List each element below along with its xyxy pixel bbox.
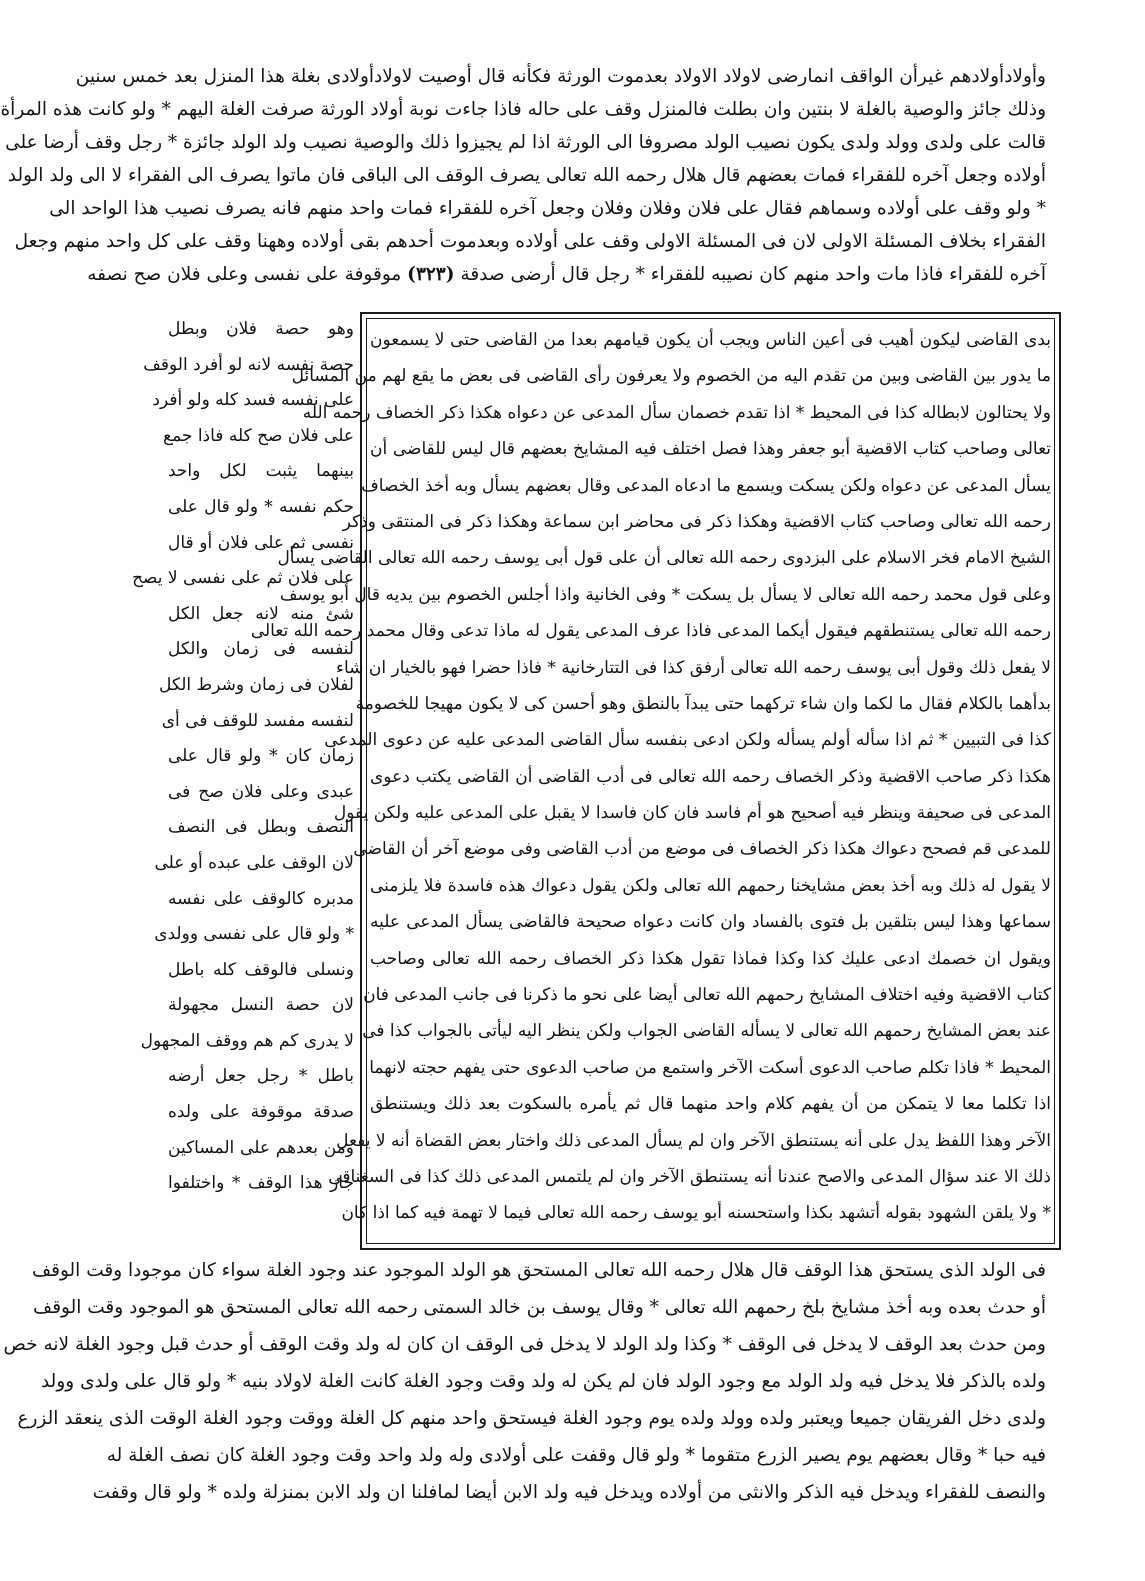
text-line: يسأل المدعى عن دعواه ولكن يسكت ويسمع ما ادعاه المدعى وقال بعضهم يسأل وبه أخذ الخصاف <box>361 475 1051 496</box>
text-line: عند بعض المشايخ رحمهم الله تعالى لا يسأله القاضى الجواب ولكن ينظر اليه ليأتى بالجواب كذا فى <box>362 1021 1051 1042</box>
text-line: بدى القاضى ليكون أهيب فى أعين الناس ويجب أن يكون قيامهم بعدا من القاضى حتى لا يسمعون <box>370 330 1051 350</box>
page-number: (٣٢٣) <box>407 264 455 285</box>
text-line: ولده بالذكر فلا يدخل فيه ولد الولد مع وجود الولد فان لم يكن له ولد وقت وجود الغلة كانت الغلة لاولاد بنيه * ولو قال على ولدى وولد <box>40 1371 1046 1392</box>
text-line: بدأهما بالكلام فقال ما لكما وان شاء تركهما حتى يبدآ بالنطق وهو أحسن كى لا يكون مهيجا للخصومة <box>355 693 1051 714</box>
text-line: اذا تكلما معا لا يتمكن من أن يفهم كلام واحد منهما قال ثم يأمره بالسكوت بعد ذلك ويستنطق <box>370 1094 1051 1115</box>
margin-line: لان الوقف على عبده أو على <box>154 852 354 873</box>
margin-line: شئ منه لانه جعل الكل <box>168 603 354 624</box>
text-line: ولدى دخل الفريقان جميعا ويعتبر ولده وولد ولده يوم وجود الغلة فيستحق واحد منهم كل الغلة ووقت وجود الغلة الوقت الذى ينعقد الزرع <box>17 1408 1046 1429</box>
text-line: الفقراء بخلاف المسئلة الاولى لان فى المسئلة الاولى وقف على أولاده وبعدموت أحدهم بقى أولاده وههنا وقف على كل واحد منهم وجعل <box>14 231 1046 252</box>
text-line: كذا فى التبيين * ثم اذا سأله أولم يسأله ولكن ادعى بنفسه سأل القاضى المدعى عليه عن دعوى المدعى <box>324 730 1051 751</box>
margin-line: * ولو قال على نفسى وولدى <box>154 924 354 945</box>
margin-line: صدقة موقوفة على ولده <box>168 1102 354 1123</box>
text-line: هكذا ذكر صاحب الاقضية وذكر الخصاف رحمه الله تعالى فى أدب القاضى أن القاضى يكتب دعوى <box>370 766 1051 787</box>
text-line: * ولا يلقن الشهود بقوله أتشهد بكذا واستحسنه أبو يوسف رحمه الله تعالى فيما لا تهمة فيه كما اذا كان <box>341 1203 1051 1224</box>
margin-line: حكم نفسه * ولو قال على <box>168 496 354 517</box>
margin-line: بينهما يثبت لكل واحد <box>168 461 354 482</box>
top-text-block <box>0 60 1046 291</box>
text-line: للمدعى قم فصحح دعواك هكذا ذكر الخصاف فى موضع من أدب القاضى وفى موضع آخر أن القاضى <box>353 839 1051 860</box>
text-line: الآخر وهذا اللفظ يدل على أنه يستنطق الآخر وان لم يسأل المدعى ذلك واختار بعض القضاة أنه لا يفعل <box>336 1130 1051 1151</box>
margin-line: ونسلى فالوقف كله باطل <box>168 959 354 980</box>
margin-line: على فلان صح كله فاذا جمع <box>163 425 354 446</box>
text-line: لا يقول له ذلك وبه أخذ بعض مشايخنا رحمهم الله تعالى ولكن يقول دعواك هذه فاسدة فلا يلزمنى <box>370 875 1051 896</box>
margin-line: مدبره كالوقف على نفسه <box>168 888 354 909</box>
text-line: رحمه الله تعالى يستنطقهم فيقول أيكما المدعى فاذا عرف المدعى يقول له ماذا تدعى وقال محمد رحمه الله تعالى <box>250 621 1051 642</box>
text-line: ومن حدث بعد الوقف لا يدخل فى الوقف * وكذا ولد الولد لا يدخل فى الوقف ان كان له ولد وقت الوقف أو حدث قبل وجود الغلة لانه خص <box>3 1334 1046 1355</box>
margin-line: وهو حصة فلان وبطل <box>168 319 354 339</box>
text-line: المدعى فى صحيفة وينظر فيه أصحيح هو أم فاسد فان كان فاسدا لا يقبل على المدعى عليه ولكن يقول <box>333 803 1051 824</box>
margin-line: لان حصة النسل مجهولة <box>168 995 354 1016</box>
margin-line: لا يدرى كم هم ووقف المجهول <box>140 1030 354 1051</box>
text-line: ويقول ان خصمك ادعى عليك كذا وكذا فماذا تقول هكذا ذكر الخصاف رحمه الله تعالى وصاحب <box>370 948 1051 969</box>
text-line: المحيط * فاذا تكلم صاحب الدعوى أسكت الآخر واستمع من صاحب الدعوى حتى يفهم حجته لانهما <box>369 1057 1051 1078</box>
margin-line: لنفسه مفسد للوقف فى أى <box>161 710 354 731</box>
text-line: والنصف للفقراء ويدخل فيه الذكر والانثى من أولاده ويدخل فيه ولد الابن أيضا لمافلنا ان ولد الابن بمنزلة ولده * ولو قال وقفت <box>92 1482 1046 1503</box>
text-line: أو حدث بعده وبه أخذ مشايخ بلخ رحمهم الله تعالى * وقال يوسف بن خالد السمتى رحمه الله تعالى المستحق هو الموجود وقت الوقف <box>33 1297 1046 1318</box>
margin-line: لفلان فى زمان وشرط الكل <box>158 674 354 695</box>
text-line: تعالى وصاحب كتاب الاقضية أبو جعفر وهذا فصل اختلف فيه المشايخ بعضهم قال ليس للقاضى أن <box>370 439 1051 460</box>
text-line: رحمه الله تعالى وصاحب كتاب الاقضية وهكذا ذكر فى محاضر ابن سماعة وهكذا ذكر فى المنتقى وذكر <box>342 511 1051 532</box>
margin-line: زمان كان * ولو قال على <box>168 746 354 767</box>
text-line: فى الولد الذى يستحق هذا الوقف قال هلال رحمه الله تعالى المستحق هو الولد الموجود عند وجود الغلة سواء كان موجودا وقت الوقف <box>31 1260 1046 1281</box>
margin-line: النصف وبطل فى النصف <box>168 817 354 838</box>
text-line: كتاب الاقضية وفيه اختلاف المشايخ رحمهم الله تعالى أيضا على نحو ما ذكرنا فى جانب المدعى فان <box>363 985 1051 1006</box>
margin-line: ومن بعدهم على المساكين <box>168 1137 354 1158</box>
text-line: ولا يحتالون لابطاله كذا فى المحيط * اذا تقدم خصمان سأل المدعى عن دعواه هكذا ذكر الخصاف رحمه الله <box>302 402 1051 423</box>
text-line: ما يدور بين القاضى وبين من تقدم اليه من الخصوم ولا يعرفون رأى القاضى فى بعض ما يقع لهم من المسائل <box>291 366 1051 387</box>
text-line: * ولو وقف على أولاده وسماهم فقال على فلان وفلان وفلان وجعل آخره للفقراء فمات واحد منهم فانه يصرف نصيب هذا الواحد الى <box>49 198 1046 219</box>
text-line: وأولادأولادهم غيرأن الواقف انمارضى لاولاد الاولاد بعدموت الورثة فكأنه قال أوصيت لاولادأولادى بغلة هذا المنزل بعد خمس سنين <box>75 66 1046 87</box>
text-line: الشيخ الامام فخر الاسلام على البزدوى رحمه الله تعالى أن على قول أبى يوسف رحمه الله تعالى القاضى يسأل <box>277 548 1051 569</box>
text-line: فيه حبا * وقال بعضهم يوم يصير الزرع متقوما * ولو قال وقفت على أولادى وله ولد واحد وقت وجود الغلة كان نصف الغلة له <box>106 1445 1046 1466</box>
header-line <box>87 258 1046 291</box>
margin-line: عبدى وعلى فلان صح فى <box>168 781 354 802</box>
text-line: لا يفعل ذلك وقول أبى يوسف رحمه الله تعالى أرفق كذا فى التتارخانية * فاذا حضرا فهو بالخيار ان شاء <box>336 657 1051 678</box>
text-line: وذلك جائز والوصية بالغلة لا بنتين وان بطلت فالمنزل وقف على حاله فاذا جاءت نوبة أولاد الورثة صرفت الغلة اليهم * ولو كانت هذه المرأة <box>0 99 1046 120</box>
margin-line: جاز هذا الوقف * واختلفوا <box>168 1173 354 1194</box>
text-line: سماعها وهذا ليس بتلقين بل فتوى بالفساد وان كانت دعواه صحيحة فالقاضى يسأل المدعى عليه <box>370 912 1051 933</box>
margin-line: على فلان ثم على نفسى لا يصح <box>132 568 354 589</box>
margin-line: باطل * رجل جعل أرضه <box>168 1066 354 1087</box>
text-line: أولاده وجعل آخره للفقراء فمات بعضهم قال هلال رحمه الله تعالى يصرف الوقف الى الباقى فان ماتوا يصرف الى الفقراء لا الى ولد الولد <box>7 165 1046 186</box>
text-line: قالت على ولدى وولد ولدى يكون نصيب الولد مصروفا الى الورثة اذا لم يجيزوا ذلك والوصية نصيب ولد الولد جائزة * رجل وقف أرضا على <box>5 132 1046 153</box>
text-line: وعلى قول محمد رحمه الله تعالى لا يسأل بل يسكت * وفى الخانية واذا أجلس الخصوم بين يديه قال أبو يوسف <box>279 584 1051 605</box>
margin-line: حصة نفسه لانه لو أفرد الوقف <box>143 354 354 375</box>
margin-line: لنفسه فى زمان والكل <box>168 639 354 660</box>
margin-text-column <box>132 312 354 1202</box>
margin-line: نفسى ثم على فلان أو قال <box>168 532 354 553</box>
header-line-before: آخره للفقراء فاذا مات واحد منهم كان نصيبه للفقراء * رجل قال أرضى صدقة <box>460 264 1046 285</box>
margin-line: على نفسه فسد كله ولو أفرد <box>152 390 354 411</box>
text-line: ذلك الا عند سؤال المدعى والاصح عندنا أنه يستنطق الآخر وان لم يلتمس المدعى ذلك كذا فى السغناقى <box>328 1166 1051 1187</box>
header-line-after: موقوفة على نفسى وعلى فلان صح نصفه <box>87 264 402 285</box>
bottom-text-block <box>3 1252 1046 1511</box>
